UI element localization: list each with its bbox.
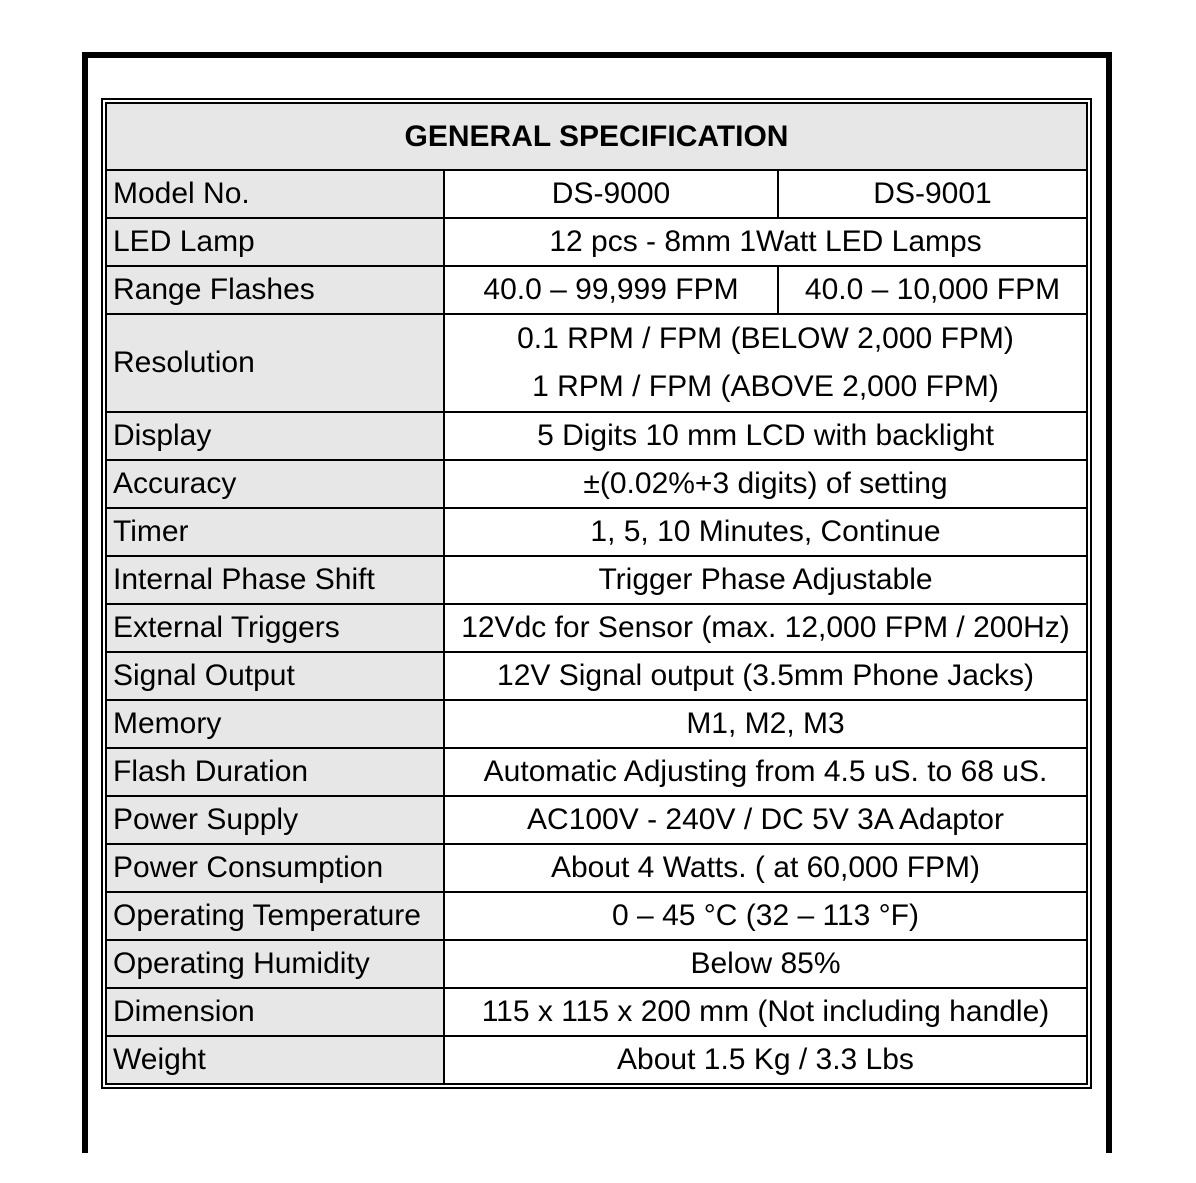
row-label: Timer <box>106 508 444 556</box>
row-label: Memory <box>106 700 444 748</box>
row-label: Range Flashes <box>106 266 444 314</box>
table-row <box>106 460 1087 508</box>
row-label: Operating Temperature <box>106 892 444 940</box>
table-row <box>106 940 1087 988</box>
row-value: DS-9001 <box>778 170 1087 218</box>
table-row <box>106 508 1087 556</box>
row-label: Accuracy <box>106 460 444 508</box>
table-row <box>106 892 1087 940</box>
row-value: Trigger Phase Adjustable <box>444 556 1087 604</box>
row-label: Signal Output <box>106 652 444 700</box>
row-value: Automatic Adjusting from 4.5 uS. to 68 uS. <box>444 748 1087 796</box>
row-value: 12 pcs - 8mm 1Watt LED Lamps <box>444 218 1087 266</box>
table-row <box>106 652 1087 700</box>
row-label: Dimension <box>106 988 444 1036</box>
row-value: ±(0.02%+3 digits) of setting <box>444 460 1087 508</box>
table-row <box>106 556 1087 604</box>
table-row <box>106 700 1087 748</box>
row-value: 0 – 45 °C (32 – 113 °F) <box>444 892 1087 940</box>
row-value: 40.0 – 10,000 FPM <box>778 266 1087 314</box>
row-value-line: 0.1 RPM / FPM (BELOW 2,000 FPM) <box>517 322 1014 355</box>
row-label: Operating Humidity <box>106 940 444 988</box>
table-row <box>106 604 1087 652</box>
table-row <box>106 988 1087 1036</box>
table-header-row <box>106 103 1087 170</box>
row-value: 12Vdc for Sensor (max. 12,000 FPM / 200Hz) <box>444 604 1087 652</box>
table-row <box>106 170 1087 218</box>
row-label: Model No. <box>106 170 444 218</box>
row-label: Display <box>106 412 444 460</box>
table-row <box>106 412 1087 460</box>
row-value: 12V Signal output (3.5mm Phone Jacks) <box>444 652 1087 700</box>
general-specification-table <box>101 98 1092 1089</box>
row-value: 40.0 – 99,999 FPM <box>444 266 778 314</box>
table-row <box>106 266 1087 314</box>
row-label: Internal Phase Shift <box>106 556 444 604</box>
row-value: Below 85% <box>444 940 1087 988</box>
row-label: Resolution <box>106 314 444 412</box>
table-row <box>106 844 1087 892</box>
table-row <box>106 1036 1087 1084</box>
table-row <box>106 796 1087 844</box>
row-value-line: 1 RPM / FPM (ABOVE 2,000 FPM) <box>532 370 999 403</box>
row-value: 115 x 115 x 200 mm (Not including handle) <box>444 988 1087 1036</box>
spec-table <box>105 102 1088 1085</box>
row-value: DS-9000 <box>444 170 778 218</box>
row-value: AC100V - 240V / DC 5V 3A Adaptor <box>444 796 1087 844</box>
table-row <box>106 748 1087 796</box>
row-label: Weight <box>106 1036 444 1084</box>
row-label: LED Lamp <box>106 218 444 266</box>
row-value: 1, 5, 10 Minutes, Continue <box>444 508 1087 556</box>
row-label: Flash Duration <box>106 748 444 796</box>
row-value: About 4 Watts. ( at 60,000 FPM) <box>444 844 1087 892</box>
row-label: Power Supply <box>106 796 444 844</box>
row-value: 5 Digits 10 mm LCD with backlight <box>444 412 1087 460</box>
page-title: GENERAL SPECIFICATION <box>106 103 1087 170</box>
row-value: About 1.5 Kg / 3.3 Lbs <box>444 1036 1087 1084</box>
table-row <box>106 314 1087 412</box>
row-label: Power Consumption <box>106 844 444 892</box>
row-value: M1, M2, M3 <box>444 700 1087 748</box>
row-label: External Triggers <box>106 604 444 652</box>
row-value <box>444 314 1087 412</box>
table-row <box>106 218 1087 266</box>
